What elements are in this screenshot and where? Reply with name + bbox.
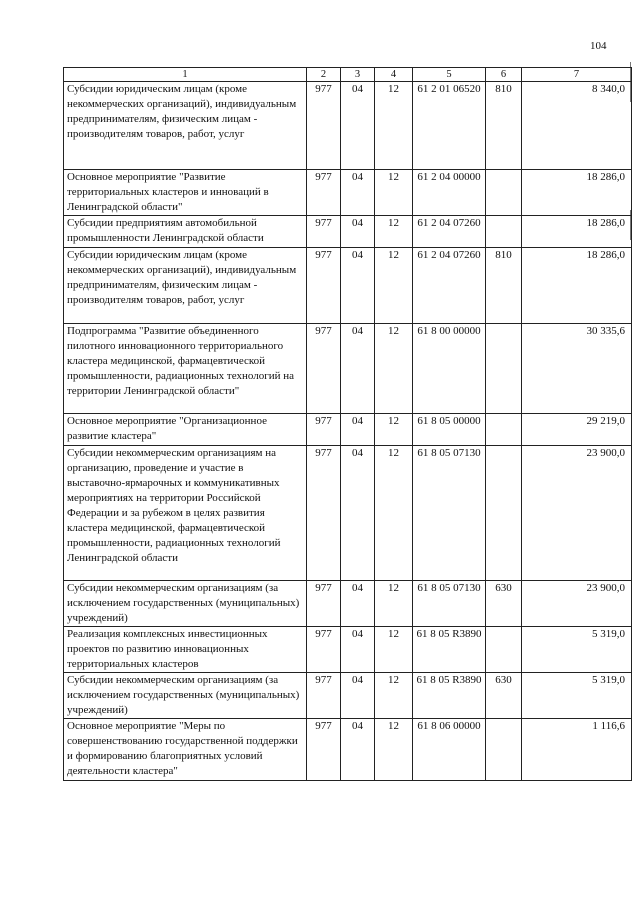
row-subsection: 12 (375, 414, 413, 446)
header-col-7: 7 (522, 68, 632, 82)
row-section: 04 (341, 414, 375, 446)
row-amount: 18 286,0 (522, 216, 632, 248)
row-subsection: 12 (375, 719, 413, 781)
row-section: 04 (341, 324, 375, 414)
row-target-article: 61 8 05 00000 (413, 414, 486, 446)
row-section: 04 (341, 248, 375, 324)
row-expense-type (486, 216, 522, 248)
row-subsection: 12 (375, 324, 413, 414)
row-admin-code: 977 (307, 414, 341, 446)
row-target-article: 61 8 05 R3890 (413, 673, 486, 719)
row-subsection: 12 (375, 673, 413, 719)
row-section: 04 (341, 216, 375, 248)
row-admin-code: 977 (307, 581, 341, 627)
row-amount: 18 286,0 (522, 248, 632, 324)
row-expense-type: 810 (486, 248, 522, 324)
row-expense-type (486, 414, 522, 446)
row-target-article: 61 2 04 07260 (413, 216, 486, 248)
row-section: 04 (341, 673, 375, 719)
row-section: 04 (341, 581, 375, 627)
row-expense-type (486, 446, 522, 581)
row-target-article: 61 8 05 R3890 (413, 627, 486, 673)
row-section: 04 (341, 627, 375, 673)
row-admin-code: 977 (307, 627, 341, 673)
table-row (64, 216, 632, 248)
table-row (64, 446, 632, 581)
table-row (64, 170, 632, 216)
row-admin-code: 977 (307, 82, 341, 170)
row-section: 04 (341, 170, 375, 216)
row-admin-code: 977 (307, 248, 341, 324)
row-target-article: 61 2 04 00000 (413, 170, 486, 216)
table-row (64, 627, 632, 673)
header-col-4: 4 (375, 68, 413, 82)
table-row (64, 719, 632, 781)
header-col-6: 6 (486, 68, 522, 82)
row-expense-type (486, 719, 522, 781)
table-row (64, 82, 632, 170)
row-expense-type: 630 (486, 673, 522, 719)
row-target-article: 61 2 01 06520 (413, 82, 486, 170)
row-name: Субсидии юридическим лицам (кроме некоммерческих организаций), индивидуальным предпринимателям, физическим лицам - производителям товаров, работ, услуг (64, 82, 307, 170)
page-number: 104 (590, 40, 607, 52)
row-target-article: 61 8 06 00000 (413, 719, 486, 781)
table-row (64, 248, 632, 324)
row-name: Основное мероприятие "Развитие территориальных кластеров и инноваций в Ленинградской области" (64, 170, 307, 216)
row-subsection: 12 (375, 627, 413, 673)
row-name: Основное мероприятие "Организационное развитие кластера" (64, 414, 307, 446)
header-col-1: 1 (64, 68, 307, 82)
row-subsection: 12 (375, 170, 413, 216)
table-header-row (64, 68, 632, 82)
row-name: Подпрограмма "Развитие объединенного пилотного инновационного территориального кластера медицинской, фармацевтической промышленности, радиационных технологий на территории Ленинградской области" (64, 324, 307, 414)
row-section: 04 (341, 719, 375, 781)
table-row (64, 581, 632, 627)
table-row (64, 673, 632, 719)
row-amount: 30 335,6 (522, 324, 632, 414)
row-admin-code: 977 (307, 719, 341, 781)
row-target-article: 61 8 05 07130 (413, 446, 486, 581)
row-expense-type (486, 170, 522, 216)
row-amount: 5 319,0 (522, 673, 632, 719)
row-subsection: 12 (375, 248, 413, 324)
header-col-5: 5 (413, 68, 486, 82)
row-expense-type: 630 (486, 581, 522, 627)
row-amount: 23 900,0 (522, 581, 632, 627)
row-name: Реализация комплексных инвестиционных проектов по развитию инновационных территориальных кластеров (64, 627, 307, 673)
row-expense-type: 810 (486, 82, 522, 170)
row-admin-code: 977 (307, 170, 341, 216)
row-amount: 18 286,0 (522, 170, 632, 216)
row-name: Субсидии некоммерческим организациям на организацию, проведение и участие в выставочно-ярмарочных и коммуникативных мероприятиях на территории Российской Федерации и за рубежом в целях развития кластера медицинской, фармацевтической промышленности, радиационных технологий Ленинградской области (64, 446, 307, 581)
row-name: Субсидии предприятиям автомобильной промышленности Ленинградской области (64, 216, 307, 248)
row-amount: 1 116,6 (522, 719, 632, 781)
row-target-article: 61 8 05 07130 (413, 581, 486, 627)
row-target-article: 61 2 04 07260 (413, 248, 486, 324)
row-subsection: 12 (375, 581, 413, 627)
row-name: Субсидии некоммерческим организациям (за исключением государственных (муниципальных) учреждений) (64, 673, 307, 719)
row-expense-type (486, 324, 522, 414)
row-name: Субсидии некоммерческим организациям (за исключением государственных (муниципальных) учреждений) (64, 581, 307, 627)
row-section: 04 (341, 82, 375, 170)
row-subsection: 12 (375, 216, 413, 248)
header-col-2: 2 (307, 68, 341, 82)
row-amount: 23 900,0 (522, 446, 632, 581)
table-row (64, 324, 632, 414)
row-amount: 29 219,0 (522, 414, 632, 446)
row-name: Основное мероприятие "Меры по совершенствованию государственной поддержки и формированию благоприятных условий деятельности кластера" (64, 719, 307, 781)
row-admin-code: 977 (307, 673, 341, 719)
row-subsection: 12 (375, 446, 413, 581)
row-amount: 8 340,0 (522, 82, 632, 170)
row-target-article: 61 8 00 00000 (413, 324, 486, 414)
row-section: 04 (341, 446, 375, 581)
row-admin-code: 977 (307, 446, 341, 581)
row-expense-type (486, 627, 522, 673)
row-admin-code: 977 (307, 216, 341, 248)
budget-table (63, 67, 632, 781)
table-row (64, 414, 632, 446)
row-subsection: 12 (375, 82, 413, 170)
header-col-3: 3 (341, 68, 375, 82)
row-amount: 5 319,0 (522, 627, 632, 673)
row-admin-code: 977 (307, 324, 341, 414)
row-name: Субсидии юридическим лицам (кроме некоммерческих организаций), индивидуальным предпринимателям, физическим лицам - производителям товаров, работ, услуг (64, 248, 307, 324)
